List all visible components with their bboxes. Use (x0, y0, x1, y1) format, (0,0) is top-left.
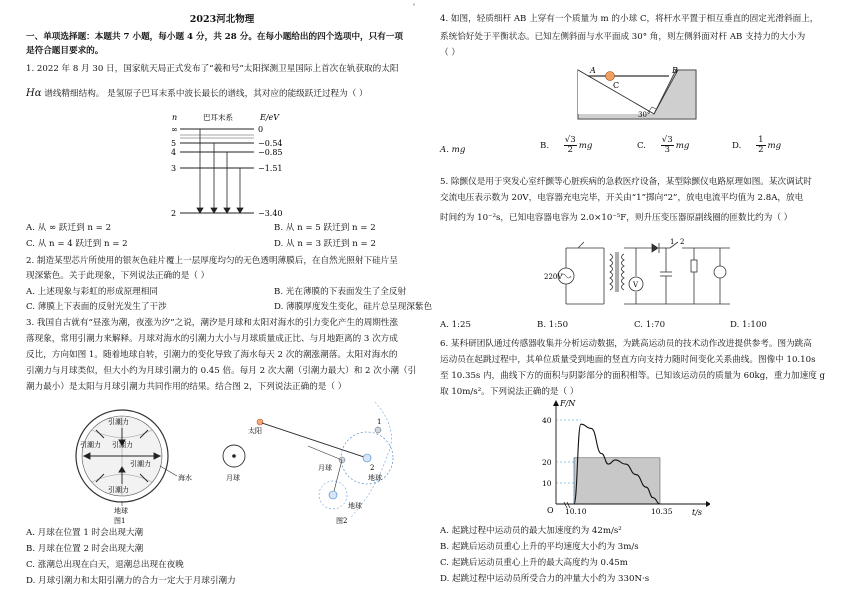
fig2-caption: 图2 (336, 517, 348, 525)
n-inf: ∞ (171, 125, 178, 134)
q4-d-fraction (756, 136, 765, 155)
q1-stem-line2 (26, 86, 418, 101)
header-mark: ' (413, 3, 415, 11)
x-axis-arrow (706, 501, 710, 507)
q4-stem-line2: 系统恰好处于平衡状态。已知左侧斜面与水平面成 30° 角，则左侧斜面对杆 AB 支持力的大小为 (440, 32, 806, 42)
fig1-force-left: 引潮力 (80, 441, 101, 449)
fig1-force-bottom: 引潮力 (108, 486, 129, 494)
origin-label: O (547, 506, 554, 515)
q4-c-mg: mg (675, 141, 690, 152)
switch-pos1: 1 (670, 238, 675, 246)
q4-b-fraction (564, 136, 577, 155)
n-5: 5 (171, 139, 177, 148)
q6-stem-line4: 取 10m/s²。下列说法正确的是（ ） (440, 387, 579, 397)
fig1-moon: 月球 (226, 474, 240, 482)
q1-stem-line2-text: 谱线精细结构。 是氢原子巴耳末系中波长最长的谱线，其对应的能级跃迁过程为（ ） (44, 89, 368, 99)
e-inf: 0 (258, 125, 264, 134)
e-2: −3.40 (258, 209, 283, 218)
q4-option-b[interactable] (540, 136, 592, 155)
q4-stem-line1: 4. 如图，轻质细杆 AB 上穿有一个质量为 m 的小球 C，将杆水平置于相互垂直的固定光滑斜面上， (440, 14, 819, 24)
y-tick-label: 10 (542, 479, 552, 488)
q4-d-mg: mg (767, 141, 782, 152)
q4-stem-line3: （ ） (440, 48, 460, 58)
q4-c-den: 3 (664, 145, 670, 156)
force-time-chart (530, 396, 710, 524)
q4-d-num: 1 (758, 135, 764, 145)
q5-option-d[interactable]: D. 1:100 (730, 320, 767, 330)
q5-option-c[interactable]: C. 1:70 (634, 320, 666, 330)
fig2-pos2: 2 (370, 464, 375, 472)
section-heading-line2: 是符合题目要求的。 (26, 46, 104, 56)
q6-stem-line3: 至 10.35s 内，曲线下方的面积与阴影部分的面积相等。已知该运动员的质量为 60kg，重力加速度 g (440, 371, 826, 381)
q6-stem-line1: 6. 某科研团队通过传感器收集并分析运动数据，为跳高运动员的技术动作改进提供参考。图为跳高 (440, 339, 812, 349)
e-4: −0.85 (258, 148, 283, 157)
switch-pos2: 2 (680, 238, 685, 246)
n-4: 4 (171, 148, 177, 157)
q4-option-a[interactable]: A. mg (440, 145, 466, 155)
q6-option-d[interactable]: D. 起跳过程中运动员所受合力的冲量大小约为 330N·s (440, 574, 650, 584)
q1-stem-line1: 1. 2022 年 8 月 30 日，国家航天局正式发布了“羲和号”太阳探测卫星国际上首次在轨获取的太阳 (26, 64, 399, 74)
q3-option-c[interactable]: C. 涨潮总出现在白天，退潮总出现在夜晚 (26, 560, 184, 570)
q4-c-fraction (661, 136, 674, 155)
energy-label: E/eV (260, 113, 280, 122)
x-tick-label: 10.35 (651, 507, 673, 516)
q5-stem-line2: 交流电压表示数为 20V，电容器充电完毕，开关由“1”掷向“2”，放电电流平均值为 2.8A，放电 (440, 193, 804, 203)
q4-b-num: √3 (564, 135, 576, 145)
fig-angle: 30° (638, 111, 651, 119)
q3-stem-line1: 3. 我国自古就有“昼涨为潮，夜涨为汐”之说，潮汐是月球和太阳对海水的引力变化产生的周期性涨 (26, 318, 399, 328)
q4-c-num: √3 (661, 135, 673, 145)
fig2-earth-2: 地球 (348, 502, 362, 510)
exam-title: 2023河北物理 (189, 14, 255, 25)
fig2-moon: 月球 (318, 464, 332, 472)
rod-on-inclines-figure (572, 64, 702, 128)
q2-option-b[interactable]: B. 光在薄膜的下表面发生了全反射 (274, 287, 407, 297)
q6-option-a[interactable]: A. 起跳过程中运动员的最大加速度约为 42m/s² (440, 526, 622, 536)
q3-stem-line4: 引潮力与月球类似，但大小约为月球引潮力的 0.45 倍。每月 2 次大潮（引潮力最大）和 2 次小潮（引 (26, 366, 417, 376)
q4-b-prefix: B. (540, 141, 550, 152)
fig2-sun: 太阳 (248, 427, 262, 435)
q5-option-a[interactable]: A. 1:25 (440, 320, 471, 330)
y-tick-label: 40 (542, 416, 552, 425)
q2-stem-line1: 2. 制造某型芯片所使用的银灰色硅片覆上一层厚度均匀的无色透明薄膜后，在自然光照射下硅片呈 (26, 256, 398, 266)
q4-option-c[interactable] (637, 136, 689, 155)
h-alpha-symbol: Hα (26, 88, 42, 99)
q3-option-b[interactable]: B. 月球在位置 2 时会出现大潮 (26, 544, 144, 554)
fig1-force-right: 引潮力 (130, 460, 151, 468)
q4-c-prefix: C. (637, 141, 647, 152)
y-tick-label: 20 (542, 458, 552, 467)
q6-stem-line2: 运动员在起跳过程中，其单位质量受到地面的竖直方向支持力随时间变化关系曲线。图像中 10.10s (440, 355, 816, 365)
q3-stem-line2: 落现象，常用引潮力来解释。月球对海水的引潮力大小与月球质量成正比、与月地距离的 3 次方成 (26, 334, 398, 344)
tide-figure-2 (240, 400, 418, 525)
fig1-earth: 地球 (114, 507, 128, 515)
q4-b-den: 2 (567, 145, 573, 156)
fig1-caption: 图1 (114, 517, 126, 525)
energy-level-diagram (170, 110, 310, 228)
y-axis-label: F/N (560, 399, 576, 408)
q4-option-d[interactable] (732, 136, 781, 155)
q3-option-d[interactable]: D. 月球引潮力和太阳引潮力的合力一定大于月球引潮力 (26, 576, 236, 586)
q6-option-c[interactable]: C. 起跳后运动员重心上升的最大高度约为 0.45m (440, 558, 628, 568)
q4-d-den: 2 (758, 145, 764, 156)
n-3: 3 (171, 164, 177, 173)
n-2: 2 (171, 209, 177, 218)
fig2-pos1: 1 (377, 418, 382, 426)
shaded-area (574, 458, 660, 504)
q2-option-c[interactable]: C. 薄膜上下表面的反射光发生了干涉 (26, 302, 167, 312)
fig-label-c: C (613, 81, 620, 90)
q5-stem-line3: 时间约为 10⁻²s，已知电容器电容为 2.0×10⁻⁵F，则升压变压器原副线圈的匝数比约为（ ） (440, 213, 793, 223)
q1-option-b[interactable]: B. 从 n = 5 跃迁到 n = 2 (274, 223, 376, 233)
q1-option-c[interactable]: C. 从 n = 4 跃迁到 n = 2 (26, 239, 128, 249)
series-label: 巴耳末系 (203, 113, 233, 122)
e-3: −1.51 (258, 164, 283, 173)
defibrillator-circuit (544, 236, 730, 318)
q1-option-d[interactable]: D. 从 n = 3 跃迁到 n = 2 (274, 239, 376, 249)
fig1-force-top: 引潮力 (108, 418, 129, 426)
q2-stem-line2: 现深紫色。关于此现象，下列说法正确的是（ ） (26, 271, 210, 281)
y-axis-arrow (553, 400, 559, 406)
section-heading-line1: 一、单项选择题：本题共 7 小题，每小题 4 分，共 28 分。在每小题给出的四个选项中，只有一项 (26, 32, 404, 42)
x-tick-label: 10.10 (565, 507, 587, 516)
fig-label-a: A (590, 66, 596, 75)
q4-d-prefix: D. (732, 141, 742, 152)
source-voltage: 220V (544, 273, 563, 281)
n-label: n (172, 113, 178, 122)
voltmeter-label: V (633, 281, 639, 289)
q2-option-d[interactable]: D. 薄膜厚度发生变化，硅片总呈现深紫色 (274, 302, 433, 312)
q6-option-b[interactable]: B. 起跳后运动员重心上升的平均速度大小约为 3m/s (440, 542, 639, 552)
q3-stem-line5: 潮力最小）是太阳与月球引潮力共同作用的结果。结合图 2，下列说法正确的是（ ） (26, 382, 347, 392)
q3-stem-line3: 反比，方向如图 1。随着地球自转，引潮力的变化导致了海水每天 2 次的潮涨潮落。太阳对海水的 (26, 350, 398, 360)
fig1-sea: 海水 (178, 474, 192, 482)
fig1-force-mid: 引潮力 (112, 441, 133, 449)
x-axis-label: t/s (692, 508, 703, 517)
e-5: −0.54 (258, 139, 283, 148)
q4-b-mg: mg (578, 141, 593, 152)
q5-option-b[interactable]: B. 1:50 (537, 320, 569, 330)
q1-option-a[interactable]: A. 从 ∞ 跃迁到 n = 2 (26, 223, 112, 233)
q3-option-a[interactable]: A. 月球在位置 1 时会出现大潮 (26, 528, 144, 538)
fig-label-b: B (672, 66, 678, 75)
q2-option-a[interactable]: A. 上述现象与彩虹的形成原理相同 (26, 287, 158, 297)
fig2-earth: 地球 (368, 474, 382, 482)
tide-figure-1 (62, 400, 262, 525)
q5-stem-line1: 5. 除颤仪是用于突发心室纤颤等心脏疾病的急救医疗设备，某型除颤仪电路原理如图。某次调试时 (440, 177, 812, 187)
